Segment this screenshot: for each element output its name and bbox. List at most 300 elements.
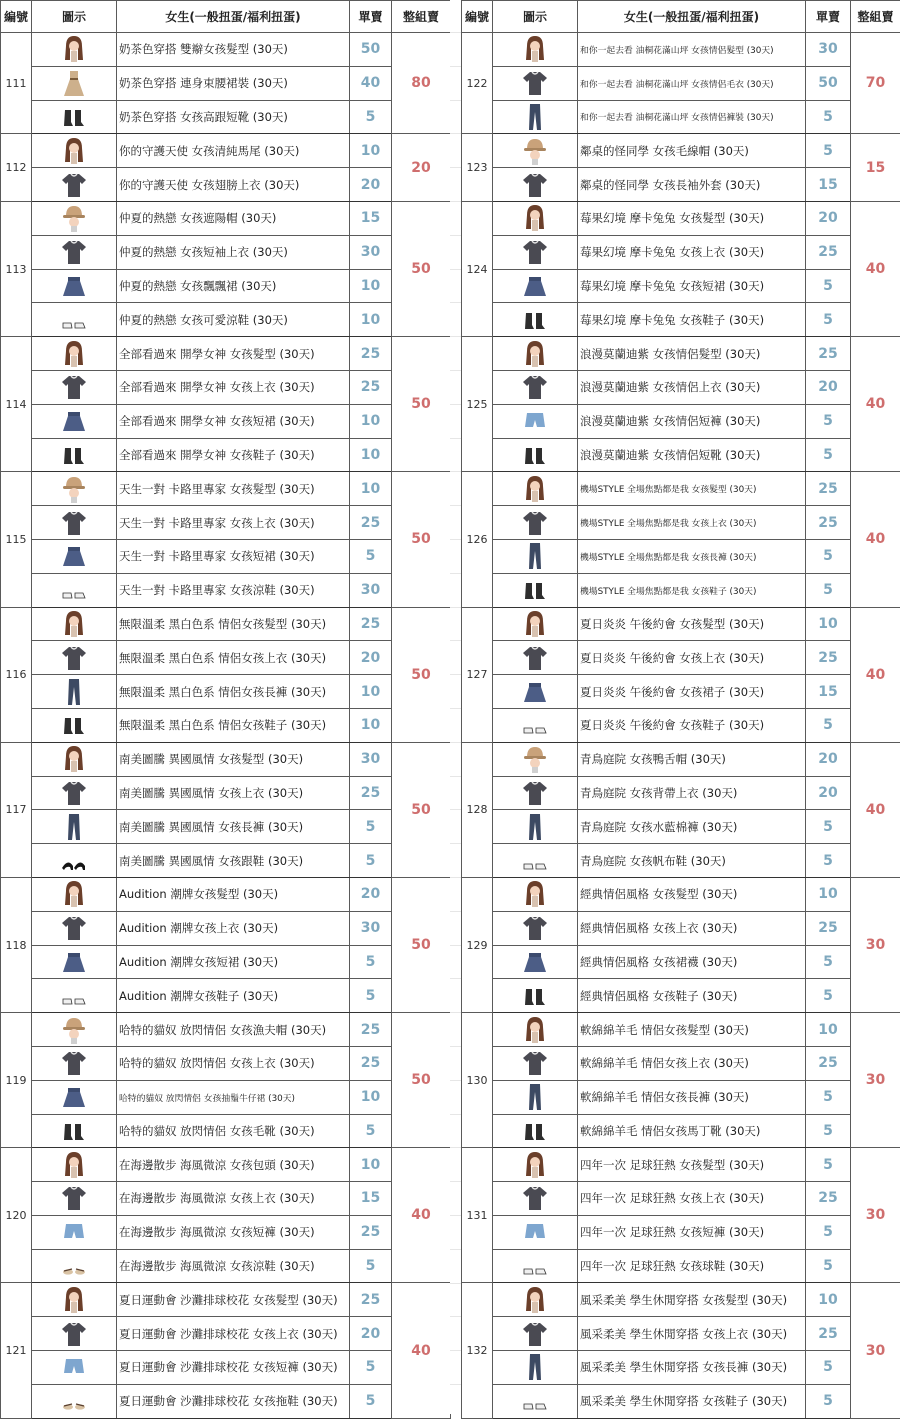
hairstyle-icon xyxy=(33,744,115,774)
gap-gridline xyxy=(450,438,461,439)
hat-icon xyxy=(33,203,115,233)
table-row xyxy=(462,235,900,269)
table-row xyxy=(1,269,451,303)
table-row xyxy=(462,472,900,506)
table-row xyxy=(1,100,451,134)
item-thumbnail xyxy=(32,641,117,675)
item-thumbnail xyxy=(493,269,578,303)
item-price: 20 xyxy=(806,201,851,235)
item-thumbnail xyxy=(32,1182,117,1216)
table-row xyxy=(1,1080,451,1114)
set-price: 20 xyxy=(392,134,451,202)
header-price: 單賣 xyxy=(806,1,851,33)
item-name: 和你一起去看 油桐花滿山坪 女孩情侶毛衣 (30天) xyxy=(578,66,806,100)
item-price: 20 xyxy=(806,370,851,404)
item-name: 夏日炎炎 午後約會 女孩髮型 (30天) xyxy=(578,607,806,641)
item-name: Audition 潮牌女孩短裙 (30天) xyxy=(117,945,350,979)
table-row xyxy=(462,776,900,810)
boots-icon xyxy=(494,305,576,335)
table-row xyxy=(1,945,451,979)
table-row xyxy=(462,979,900,1013)
item-name: 和你一起去看 油桐花滿山坪 女孩情侶褲裝 (30天) xyxy=(578,100,806,134)
table-row xyxy=(1,1182,451,1216)
set-id: 113 xyxy=(1,201,32,336)
item-thumbnail xyxy=(32,472,117,506)
hat-icon xyxy=(33,1015,115,1045)
header-set: 整組賣 xyxy=(392,1,451,33)
item-price: 10 xyxy=(806,877,851,911)
table-row xyxy=(462,1249,900,1283)
gap-gridline xyxy=(450,336,461,337)
item-price: 10 xyxy=(350,708,392,742)
table-row xyxy=(462,1080,900,1114)
header-name: 女生(一般扭蛋/福利扭蛋) xyxy=(578,1,806,33)
item-thumbnail xyxy=(493,1080,578,1114)
item-thumbnail xyxy=(493,438,578,472)
top-icon xyxy=(33,913,115,943)
item-price: 20 xyxy=(350,877,392,911)
item-thumbnail xyxy=(32,911,117,945)
item-name: 無限溫柔 黑白色系 情侶女孩髮型 (30天) xyxy=(117,607,350,641)
item-thumbnail xyxy=(493,1249,578,1283)
item-name: 仲夏的熱戀 女孩遮陽帽 (30天) xyxy=(117,201,350,235)
shoes-icon xyxy=(33,575,115,605)
item-price: 10 xyxy=(806,607,851,641)
table-row xyxy=(462,945,900,979)
item-price: 15 xyxy=(350,201,392,235)
hairstyle-icon xyxy=(494,34,576,64)
item-price: 15 xyxy=(350,1182,392,1216)
set-price: 40 xyxy=(851,472,900,607)
hairstyle-icon xyxy=(33,1150,115,1180)
set-id: 114 xyxy=(1,337,32,472)
item-thumbnail xyxy=(32,201,117,235)
set-price: 50 xyxy=(392,472,451,607)
header-set: 整組賣 xyxy=(851,1,900,33)
set-id: 121 xyxy=(1,1283,32,1418)
item-name: Audition 潮牌女孩鞋子 (30天) xyxy=(117,979,350,1013)
skirt-icon xyxy=(494,677,576,707)
item-thumbnail xyxy=(32,168,117,202)
item-name: 機場STYLE 全場焦點都是我 女孩長褲 (30天) xyxy=(578,539,806,573)
gap-gridline xyxy=(450,742,461,743)
item-thumbnail xyxy=(493,810,578,844)
item-price: 5 xyxy=(350,945,392,979)
table-row xyxy=(462,33,900,67)
item-thumbnail xyxy=(32,33,117,67)
gap-gridline xyxy=(450,1181,461,1182)
table-row xyxy=(462,1384,900,1418)
shoes-icon xyxy=(494,1386,576,1416)
hairstyle-icon xyxy=(33,339,115,369)
item-price: 20 xyxy=(350,641,392,675)
item-price: 50 xyxy=(350,33,392,67)
item-price: 5 xyxy=(806,708,851,742)
item-price: 5 xyxy=(806,810,851,844)
pants-icon xyxy=(494,1082,576,1112)
shorts-icon xyxy=(494,1217,576,1247)
table-row xyxy=(1,438,451,472)
hairstyle-icon xyxy=(494,609,576,639)
item-name: 哈特的貓奴 放閃情侶 女孩漁夫帽 (30天) xyxy=(117,1013,350,1047)
item-name: 夏日炎炎 午後約會 女孩上衣 (30天) xyxy=(578,641,806,675)
boots-icon xyxy=(494,1116,576,1146)
table-row xyxy=(462,573,900,607)
table-row xyxy=(1,877,451,911)
item-thumbnail xyxy=(493,506,578,540)
item-name: 天生一對 卡路里專家 女孩髮型 (30天) xyxy=(117,472,350,506)
set-id: 132 xyxy=(462,1283,493,1418)
table-row xyxy=(1,1046,451,1080)
item-name: 奶茶色穿搭 連身束腰裙裝 (30天) xyxy=(117,66,350,100)
item-name: 哈特的貓奴 放閃情侶 女孩毛靴 (30天) xyxy=(117,1114,350,1148)
item-price: 15 xyxy=(806,675,851,709)
item-name: 風采柔美 學生休閒穿搭 女孩長褲 (30天) xyxy=(578,1351,806,1385)
boots-icon xyxy=(494,575,576,605)
top-icon xyxy=(33,1183,115,1213)
item-price: 5 xyxy=(350,810,392,844)
hairstyle-icon xyxy=(494,1150,576,1180)
gap-gridline xyxy=(450,1114,461,1115)
table-row xyxy=(462,370,900,404)
set-price: 40 xyxy=(851,201,900,336)
table-row xyxy=(462,1114,900,1148)
item-name: 軟綿綿羊毛 情侶女孩長褲 (30天) xyxy=(578,1080,806,1114)
set-id: 111 xyxy=(1,33,32,134)
item-name: 無限溫柔 黑白色系 情侶女孩上衣 (30天) xyxy=(117,641,350,675)
item-name: 和你一起去看 油桐花滿山坪 女孩情侶髮型 (30天) xyxy=(578,33,806,67)
item-name: 經典情侶風格 女孩髮型 (30天) xyxy=(578,877,806,911)
boots-icon xyxy=(33,440,115,470)
table-row xyxy=(462,1182,900,1216)
table-row xyxy=(1,235,451,269)
set-price: 30 xyxy=(851,1283,900,1418)
item-name: 浪漫莫蘭迪紫 女孩情侶上衣 (30天) xyxy=(578,370,806,404)
item-thumbnail xyxy=(32,303,117,337)
table-row xyxy=(1,573,451,607)
table-row xyxy=(462,1317,900,1351)
table-row xyxy=(462,1148,900,1182)
item-price: 50 xyxy=(806,66,851,100)
item-thumbnail xyxy=(32,1148,117,1182)
set-price: 40 xyxy=(851,337,900,472)
item-name: 鄰桌的怪同學 女孩毛線帽 (30天) xyxy=(578,134,806,168)
table-row xyxy=(462,742,900,776)
item-price: 5 xyxy=(806,134,851,168)
item-price: 25 xyxy=(350,506,392,540)
table-row xyxy=(1,607,451,641)
dress-icon xyxy=(33,68,115,98)
set-id: 118 xyxy=(1,877,32,1012)
item-name: 在海邊散步 海風微涼 女孩短褲 (30天) xyxy=(117,1215,350,1249)
set-id: 116 xyxy=(1,607,32,742)
item-price: 5 xyxy=(806,303,851,337)
top-icon xyxy=(494,1048,576,1078)
item-thumbnail xyxy=(493,1114,578,1148)
table-row xyxy=(1,776,451,810)
item-price: 5 xyxy=(806,269,851,303)
top-icon xyxy=(33,237,115,267)
item-name: 南美圖騰 異國風情 女孩長褲 (30天) xyxy=(117,810,350,844)
item-price: 5 xyxy=(806,844,851,878)
item-price: 5 xyxy=(806,1351,851,1385)
item-thumbnail xyxy=(32,506,117,540)
item-thumbnail xyxy=(32,573,117,607)
item-name: 夏日運動會 沙灘排球校花 女孩上衣 (30天) xyxy=(117,1317,350,1351)
table-row xyxy=(1,539,451,573)
gap-gridline xyxy=(450,1080,461,1081)
item-price: 25 xyxy=(350,1046,392,1080)
item-price: 30 xyxy=(350,573,392,607)
item-thumbnail xyxy=(493,33,578,67)
item-thumbnail xyxy=(493,1283,578,1317)
item-thumbnail xyxy=(32,877,117,911)
hairstyle-icon xyxy=(494,474,576,504)
item-name: 在海邊散步 海風微涼 女孩涼鞋 (30天) xyxy=(117,1249,350,1283)
table-row xyxy=(1,979,451,1013)
item-price: 25 xyxy=(806,1046,851,1080)
set-id: 117 xyxy=(1,742,32,877)
item-thumbnail xyxy=(493,742,578,776)
item-price: 25 xyxy=(806,1182,851,1216)
hat-icon xyxy=(494,136,576,166)
item-price: 30 xyxy=(350,742,392,776)
set-price: 50 xyxy=(392,877,451,1012)
gap-gridline xyxy=(450,66,461,67)
header-image: 圖示 xyxy=(493,1,578,33)
item-price: 5 xyxy=(350,1249,392,1283)
item-price: 5 xyxy=(806,1249,851,1283)
header-name: 女生(一般扭蛋/福利扭蛋) xyxy=(117,1,350,33)
right-header-row xyxy=(462,1,900,33)
item-name: 軟綿綿羊毛 情侶女孩上衣 (30天) xyxy=(578,1046,806,1080)
item-price: 5 xyxy=(806,438,851,472)
table-row xyxy=(462,539,900,573)
item-name: 夏日運動會 沙灘排球校花 女孩短褲 (30天) xyxy=(117,1351,350,1385)
top-icon xyxy=(494,1183,576,1213)
item-name: 全部看過來 開學女神 女孩鞋子 (30天) xyxy=(117,438,350,472)
set-id: 119 xyxy=(1,1013,32,1148)
table-row xyxy=(1,641,451,675)
item-price: 25 xyxy=(806,235,851,269)
pants-icon xyxy=(494,102,576,132)
item-thumbnail xyxy=(493,134,578,168)
table-row xyxy=(1,1351,451,1385)
item-price: 5 xyxy=(350,100,392,134)
item-price: 25 xyxy=(806,641,851,675)
item-thumbnail xyxy=(493,877,578,911)
item-thumbnail xyxy=(493,404,578,438)
item-thumbnail xyxy=(493,1384,578,1418)
table-row xyxy=(462,201,900,235)
table-row xyxy=(1,742,451,776)
skirt-icon xyxy=(33,406,115,436)
item-price: 5 xyxy=(350,1114,392,1148)
item-thumbnail xyxy=(32,539,117,573)
item-name: 全部看過來 開學女神 女孩上衣 (30天) xyxy=(117,370,350,404)
set-id: 130 xyxy=(462,1013,493,1148)
header-price: 單賣 xyxy=(350,1,392,33)
item-price: 5 xyxy=(806,1148,851,1182)
header-id: 編號 xyxy=(1,1,32,33)
top-icon xyxy=(33,372,115,402)
item-price: 10 xyxy=(350,472,392,506)
item-price: 5 xyxy=(806,1114,851,1148)
item-name: 仲夏的熱戀 女孩短袖上衣 (30天) xyxy=(117,235,350,269)
item-price: 30 xyxy=(350,911,392,945)
boots-icon xyxy=(33,710,115,740)
heels-icon xyxy=(33,846,115,876)
table-row xyxy=(462,607,900,641)
item-thumbnail xyxy=(32,1351,117,1385)
top-icon xyxy=(494,913,576,943)
item-price: 25 xyxy=(350,776,392,810)
item-thumbnail xyxy=(32,742,117,776)
item-name: 哈特的貓奴 放閃情侶 女孩抽鬚牛仔裙 (30天) xyxy=(117,1080,350,1114)
gap-gridline xyxy=(450,809,461,810)
set-id: 125 xyxy=(462,337,493,472)
item-thumbnail xyxy=(32,404,117,438)
item-thumbnail xyxy=(32,370,117,404)
gap-gridline xyxy=(450,607,461,608)
item-name: 青鳥庭院 女孩水藍棉褲 (30天) xyxy=(578,810,806,844)
skirt-icon xyxy=(33,1082,115,1112)
right-price-table xyxy=(461,0,900,1419)
set-price: 30 xyxy=(851,877,900,1012)
table-row xyxy=(1,675,451,709)
item-name: 天生一對 卡路里專家 女孩短裙 (30天) xyxy=(117,539,350,573)
item-name: 浪漫莫蘭迪紫 女孩情侶髮型 (30天) xyxy=(578,337,806,371)
gap-gridline xyxy=(450,1147,461,1148)
pants-icon xyxy=(33,812,115,842)
item-price: 5 xyxy=(350,979,392,1013)
item-thumbnail xyxy=(493,100,578,134)
table-row xyxy=(1,168,451,202)
set-id: 112 xyxy=(1,134,32,202)
item-price: 10 xyxy=(350,303,392,337)
item-name: 鄰桌的怪同學 女孩長袖外套 (30天) xyxy=(578,168,806,202)
set-price: 50 xyxy=(392,201,451,336)
shoes-icon xyxy=(494,1251,576,1281)
table-row xyxy=(1,1317,451,1351)
item-thumbnail xyxy=(493,1046,578,1080)
gap-gridline xyxy=(450,776,461,777)
item-thumbnail xyxy=(32,844,117,878)
gap-gridline xyxy=(450,573,461,574)
item-price: 20 xyxy=(806,742,851,776)
set-price: 80 xyxy=(392,33,451,134)
table-row xyxy=(462,168,900,202)
item-name: 機場STYLE 全場焦點都是我 女孩鞋子 (30天) xyxy=(578,573,806,607)
item-price: 20 xyxy=(350,1317,392,1351)
item-thumbnail xyxy=(493,911,578,945)
hat-icon xyxy=(33,474,115,504)
item-name: Audition 潮牌女孩上衣 (30天) xyxy=(117,911,350,945)
table-row xyxy=(1,844,451,878)
table-row xyxy=(462,1046,900,1080)
item-thumbnail xyxy=(493,201,578,235)
gap-gridline xyxy=(450,708,461,709)
left-table-body xyxy=(1,33,451,1419)
item-price: 20 xyxy=(806,776,851,810)
gap-gridline xyxy=(450,978,461,979)
item-thumbnail xyxy=(493,844,578,878)
skirt-icon xyxy=(494,271,576,301)
item-thumbnail xyxy=(32,1114,117,1148)
item-thumbnail xyxy=(32,776,117,810)
item-price: 10 xyxy=(350,438,392,472)
gap-gridline xyxy=(450,235,461,236)
item-thumbnail xyxy=(493,776,578,810)
table-row xyxy=(462,404,900,438)
item-price: 10 xyxy=(806,1283,851,1317)
item-price: 5 xyxy=(806,573,851,607)
hairstyle-icon xyxy=(494,203,576,233)
item-name: 四年一次 足球狂熱 女孩上衣 (30天) xyxy=(578,1182,806,1216)
item-name: 仲夏的熱戀 女孩飄飄裙 (30天) xyxy=(117,269,350,303)
item-price: 20 xyxy=(350,168,392,202)
top-icon xyxy=(33,170,115,200)
skirt-icon xyxy=(33,947,115,977)
set-price: 30 xyxy=(851,1148,900,1283)
item-price: 25 xyxy=(806,472,851,506)
item-name: 軟綿綿羊毛 情侶女孩髮型 (30天) xyxy=(578,1013,806,1047)
item-name: 莓果幻境 摩卡兔兔 女孩上衣 (30天) xyxy=(578,235,806,269)
item-price: 40 xyxy=(350,66,392,100)
item-name: Audition 潮牌女孩髮型 (30天) xyxy=(117,877,350,911)
shoes-icon xyxy=(33,305,115,335)
hairstyle-icon xyxy=(494,1285,576,1315)
item-name: 仲夏的熱戀 女孩可愛涼鞋 (30天) xyxy=(117,303,350,337)
item-name: 無限溫柔 黑白色系 情侶女孩鞋子 (30天) xyxy=(117,708,350,742)
table-row xyxy=(1,506,451,540)
set-id: 124 xyxy=(462,201,493,336)
gap-gridline xyxy=(450,133,461,134)
right-table-body xyxy=(462,33,900,1419)
item-price: 25 xyxy=(350,1283,392,1317)
item-thumbnail xyxy=(32,269,117,303)
table-row xyxy=(462,506,900,540)
item-thumbnail xyxy=(493,675,578,709)
set-price: 40 xyxy=(392,1283,451,1418)
gap-gridline xyxy=(450,167,461,168)
gap-gridline xyxy=(450,1283,461,1284)
item-name: 你的守護天使 女孩清純馬尾 (30天) xyxy=(117,134,350,168)
hat-icon xyxy=(494,744,576,774)
item-name: 奶茶色穿搭 雙辮女孩髮型 (30天) xyxy=(117,33,350,67)
sandals-icon xyxy=(33,1251,115,1281)
table-row xyxy=(1,337,451,371)
table-row xyxy=(1,201,451,235)
item-price: 25 xyxy=(806,337,851,371)
header-id: 編號 xyxy=(462,1,493,33)
table-row xyxy=(462,337,900,371)
item-thumbnail xyxy=(32,1215,117,1249)
set-id: 131 xyxy=(462,1148,493,1283)
top-icon xyxy=(494,778,576,808)
item-thumbnail xyxy=(32,1013,117,1047)
item-name: 南美圖騰 異國風情 女孩上衣 (30天) xyxy=(117,776,350,810)
item-name: 夏日炎炎 午後約會 女孩鞋子 (30天) xyxy=(578,708,806,742)
item-thumbnail xyxy=(32,1080,117,1114)
item-name: 浪漫莫蘭迪紫 女孩情侶短褲 (30天) xyxy=(578,404,806,438)
top-icon xyxy=(494,508,576,538)
table-row xyxy=(1,911,451,945)
item-name: 你的守護天使 女孩翅膀上衣 (30天) xyxy=(117,168,350,202)
set-price: 50 xyxy=(392,742,451,877)
table-row xyxy=(1,404,451,438)
set-price: 50 xyxy=(392,607,451,742)
